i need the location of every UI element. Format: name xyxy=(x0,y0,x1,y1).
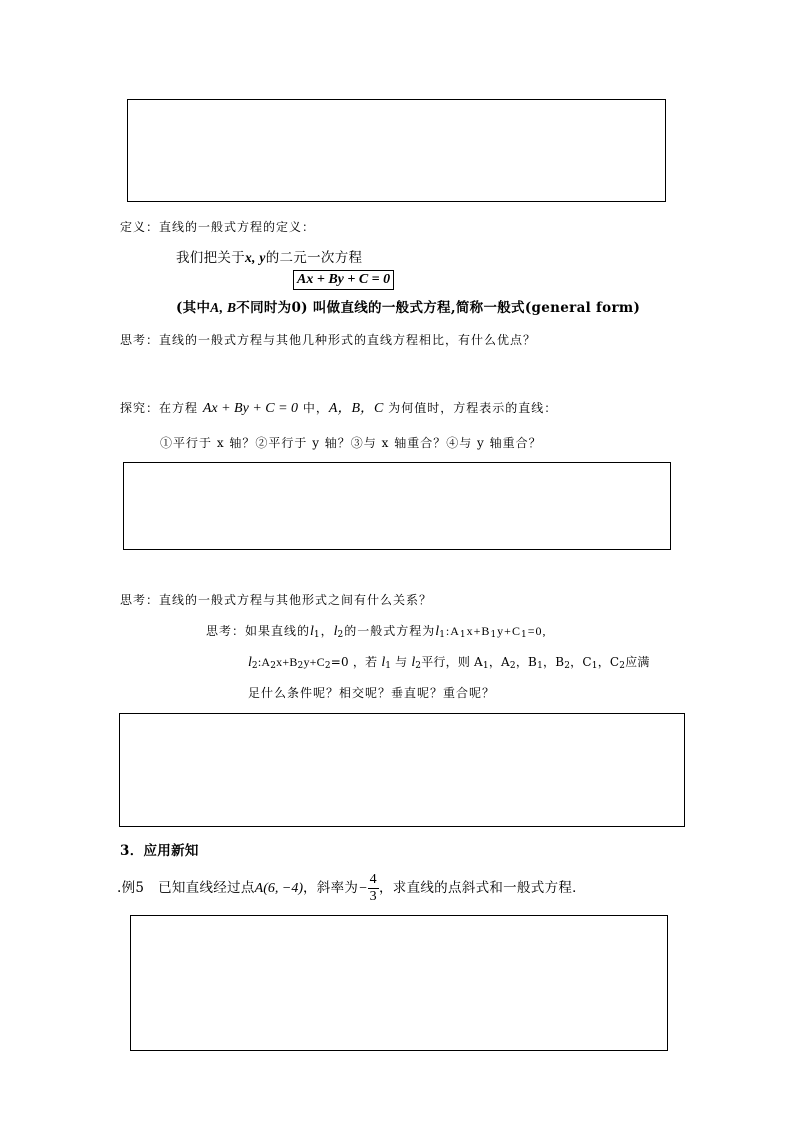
think-2: 思考：直线的一般式方程与其他形式之间有什么关系？ xyxy=(120,593,433,607)
slope-fraction: $\frac{4}{3}$ xyxy=(369,872,377,904)
answer-box-2[interactable] xyxy=(123,462,671,550)
think-1: 思考：直线的一般式方程与其他几种形式的直线方程相比，有什么优点？ xyxy=(120,333,537,347)
definition-label: 定义：直线的一般式方程的定义： xyxy=(120,220,316,234)
answer-box-1[interactable] xyxy=(127,99,666,202)
example-5: .例5 已知直线经过点A(6, −4)，斜率为− $\frac{4}{3}$ ，求直线的点斜式和一般式方程． xyxy=(117,872,586,904)
explore-question: 探究：在方程 Ax + By + C = 0 中，A，B，C 为何值时，方程表示的直线： xyxy=(120,401,558,416)
answer-box-4[interactable] xyxy=(130,915,668,1051)
think-3-line2: $l_2:A_2x+B_2y+C_2=0$ ，若 $l_1$ 与 $l_2$平行，则 $A_1$，$A_2$，$B_1$，$B_2$，$C_1$，$C_2$应满 xyxy=(248,655,650,671)
think-3-line3: 足什么条件呢？相交呢？垂直呢？重合呢？ xyxy=(248,686,496,700)
definition-line3: (其中A, B不同时为0) 叫做直线的一般式方程,简称一般式(general form) xyxy=(176,300,641,316)
general-equation: Ax + By + C = 0 xyxy=(293,270,394,290)
think-3-line1: 思考：如果直线的$l_1$，$l_2$的一般式方程为$l_1:A_1x+B_1y+C_1=0$, xyxy=(206,624,547,640)
explore-options: ①平行于 x 轴？②平行于 y 轴？③与 x 轴重合？④与 y 轴重合？ xyxy=(160,436,542,450)
definition-line1: 我们把关于x, y的二元一次方程 xyxy=(176,250,363,266)
section-3-heading: 3．应用新知 xyxy=(120,843,199,859)
answer-box-3[interactable] xyxy=(119,713,685,827)
